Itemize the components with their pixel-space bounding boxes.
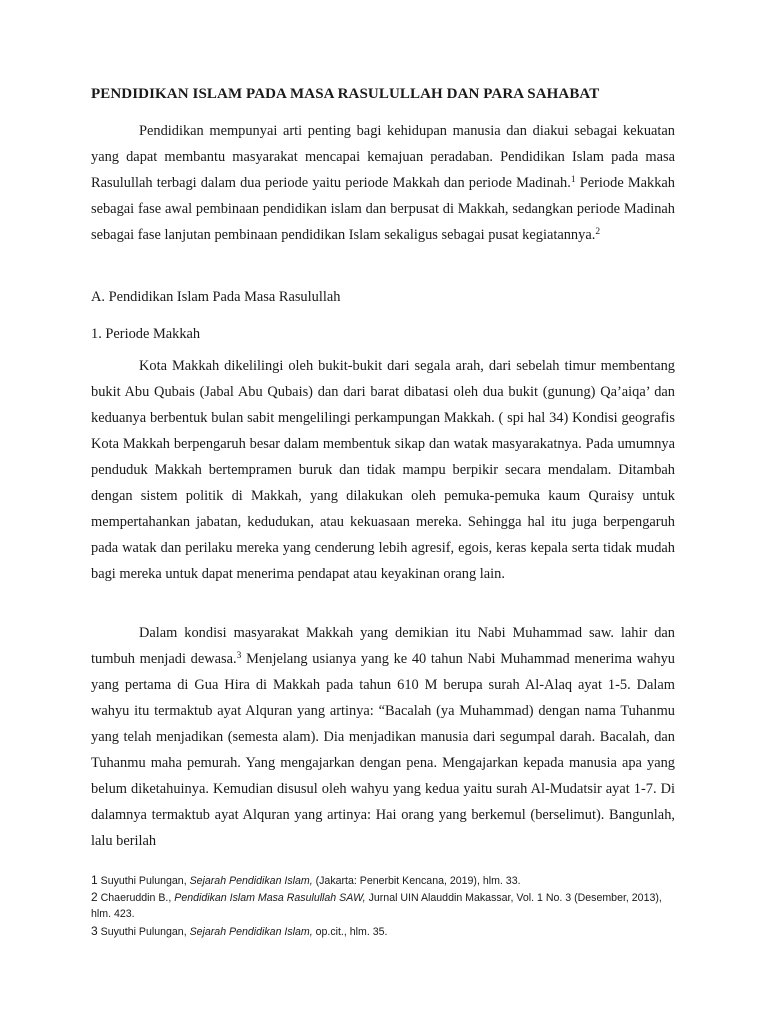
- footnotes: [91, 872, 675, 940]
- footnote-rest: op.cit., hlm. 35.: [312, 925, 388, 938]
- footnote-ref-3[interactable]: 3: [236, 651, 242, 661]
- footnote-number: 3: [91, 923, 98, 938]
- footnote-number: 2: [91, 890, 98, 905]
- section-heading-a: A. Pendidikan Islam Pada Masa Rasulullah: [91, 289, 341, 305]
- footnote-rest: Jurnal UIN Alauddin Makassar, Vol. 1 No. 3 (Desember, 2013), hlm. 423.: [91, 892, 662, 921]
- subsection-heading-1: 1. Periode Makkah: [91, 326, 201, 342]
- footnote-author: Suyuthi Pulungan,: [100, 875, 190, 887]
- footnote-number: 1: [91, 873, 98, 887]
- nabi-paragraph: [91, 620, 675, 854]
- footnote-author: Suyuthi Pulungan,: [100, 925, 190, 938]
- footnote-work: Sejarah Pendidikan Islam,: [189, 875, 313, 887]
- footnote-work: Sejarah Pendidikan Islam,: [189, 925, 313, 938]
- document-title: PENDIDIKAN ISLAM PADA MASA RASULULLAH DAN PARA SAHABAT: [91, 86, 600, 102]
- footnote-ref-2[interactable]: 2: [595, 227, 601, 237]
- footnote-author: Chaeruddin B.,: [100, 892, 175, 905]
- intro-paragraph: [91, 118, 675, 248]
- nabi-text-1: Dalam kondisi masyarakat Makkah yang demikian itu Nabi Muhammad saw. lahir dan tumbuh menjadi dewasa.: [91, 625, 675, 667]
- footnote-rest: (Jakarta: Penerbit Kencana, 2019), hlm. 33.: [312, 875, 521, 887]
- footnote-3: [91, 923, 675, 940]
- intro-text-2: Periode Makkah sebagai fase awal pembinaan pendidikan islam dan berpusat di Makkah, sedangkan periode Madinah sebagai fase lanjutan pembinaan pendidikan Islam sekaligus sebagai pusat kegiatannya.: [91, 175, 676, 243]
- footnote-1: [91, 872, 675, 889]
- footnote-work: Pendidikan Islam Masa Rasulullah SAW,: [174, 892, 366, 905]
- footnote-ref-1[interactable]: 1: [570, 175, 576, 185]
- footnote-2: [91, 889, 675, 922]
- makkah-paragraph: Kota Makkah dikelilingi oleh bukit-bukit dari segala arah, dari sebelah timur membentang bukit Abu Qubais (Jabal Abu Qubais) dan dari barat dibatasi oleh dua bukit (gunung) Qa’aiqa’ dan keduanya berbentuk bulan sabit mengelilingi perkampungan Makkah. ( spi hal 34) Kondisi geografis Kota Makkah berpengaruh besar dalam membentuk sikap dan watak masyarakatnya. Pada umumnya penduduk Makkah bertempramen buruk dan tidak mampu berpikir secara mendalam. Ditambah dengan sistem politik di Makkah, yang dilakukan oleh pemuka-pemuka kaum Quraisy untuk mempertahankan jabatan, kedudukan, atau kekuasaan mereka. Sehingga hal itu juga berpengaruh pada watak dan perilaku mereka yang cenderung lebih agresif, egois, keras kepala serta tidak mudah bagi mereka untuk dapat menerima pendapat atau keyakinan orang lain.: [91, 358, 675, 582]
- intro-text-1: Pendidikan mempunyai arti penting bagi kehidupan manusia dan diakui sebagai kekuatan yang dapat membantu masyarakat mencapai kemajuan peradaban. Pendidikan Islam pada masa Rasulullah terbagi dalam dua periode yaitu periode Makkah dan periode Madinah.: [91, 123, 675, 191]
- nabi-text-2: Menjelang usianya yang ke 40 tahun Nabi Muhammad menerima wahyu yang pertama di Gua Hira di Makkah pada tahun 610 M berupa surah Al-Alaq ayat 1-5. Dalam wahyu itu termaktub ayat Alquran yang artinya: “Bacalah (ya Muhammad) dengan nama Tuhanmu yang telah menjadikan (semesta alam). Dia menjadikan manusia dari segumpal darah. Bacalah, dan Tuhanmu maha pemurah. Yang mengajarkan dengan pena. Mengajarkan kepada manusia apa yang belum diketahuinya. Kemudian disusul oleh wahyu yang kedua yaitu surah Al-Mudatsir ayat 1-7. Di dalamnya termaktub ayat Alquran yang artinya: Hai orang yang berkemul (berselimut). Bangunlah, lalu berilah: [91, 651, 675, 849]
